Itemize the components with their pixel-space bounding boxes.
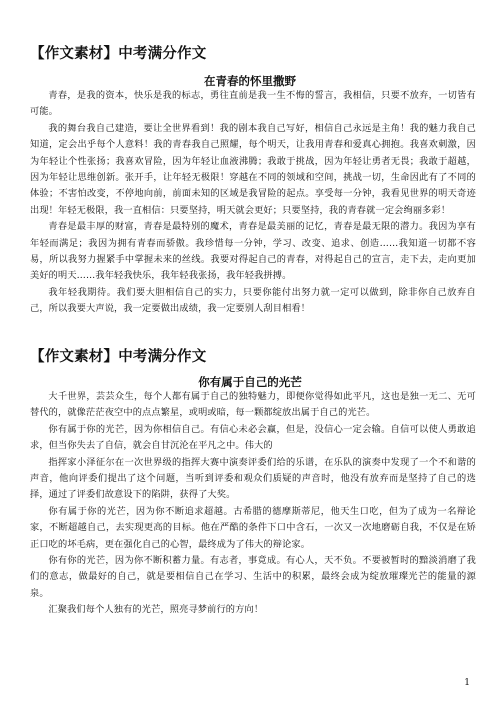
essay-body-1 [30,88,476,318]
paragraph: 大千世界，芸芸众生，每个人都有属于自己的独特魅力，即便你觉得如此平凡，这也是独一无二、无可替代的，就像茫茫夜空中的点点繁星，或明或暗，每一颗都绽放出属于自己的光芒。 [30,391,476,419]
paragraph: 青春，是我的资本，快乐是我的标志，勇往直前是我一生不悔的誓言，我相信，只要不放弃，一切皆有可能。 [30,90,476,118]
paragraph: 指挥家小泽征尔在一次世界级的指挥大赛中演奏评委们给的乐谱，在乐队的演奏中发现了一个不和谐的声音，他向评委们提出了这个问题，当听到评委和观众们质疑的声音时，他没有放弃而是坚持了自己的选择，通过了评委们故意设下的陷阱，获得了大奖。 [30,456,476,501]
paragraph: 汇聚我们每个人独有的光芒，照亮寻梦前行的方向！ [48,604,264,616]
paragraph: 你有你的光芒，因为你不断积蓄力量。有志者，事竟成。有心人，天不负。不要被暂时的黯淡消磨了我们的意志，做最好的自己，就是要相信自己在学习、生活中的积累，最终会成为绽放璀璨光芒的能量的源泉。 [30,555,476,599]
paragraph: 你有属于你的光芒，因为你不断追求超越。古希腊的德摩斯蒂尼，他天生口吃，但为了成为一名辩论家，不断超越自己，去实现更高的目标。他在严酷的条件下口中含石，一次又一次地磨砺自我，不仅是在矫正口吃的坏毛病，更在强化自己的心智，最终成为了伟大的辩论家。 [30,505,476,550]
paragraph: 青春是最丰厚的财富，青春是最特别的魔术，青春是最美丽的记忆，青春是最无限的潜力。我因为享有年轻而满足；我因为拥有青春而骄傲。我珍惜每一分钟，学习、改变、追求、创造……我知道一切都不容易，所以我努力握紧手中掌握未来的丝线。我要对得起自己的青春，对得起自己的宣言，走下去，走向更加美好的明天……我年轻我快乐，我年轻我张扬，我年轻我拼搏。 [30,221,476,282]
essay-body-2 [30,389,476,619]
paragraph: 我年轻我期待。我们要大胆相信自己的实力，只要你能付出努力就一定可以做到，除非你自己放弃自己，所以我要大声说，我一定要做出成绩，我一定要别人刮目相看！ [30,286,476,315]
paragraph: 你有属于你的光芒，因为你相信自己。有信心未必会赢，但是，没信心一定会输。自信可以使人勇敢追求，但当你失去了自信，就会自甘沉沦在平凡之中。伟大的 [30,423,476,452]
essay-title-1: 在青春的怀里撒野 [204,74,296,88]
paragraph: 我的舞台我自己建造，要让全世界看到！我的剧本我自己写好，相信自己永远是主角！我的魅力我自己知道，定会出乎每个人意料！我的青春我自己照耀，每个明天，让我用青春和爱真心拥抱。我喜欢刺激，因为年轻让个性张扬；我喜欢冒险，因为年轻让血液沸腾；我敢于挑战，因为年轻让勇者无畏；我敢于超越，因为年轻让思维创新。张开手，让年轻无极限！穿越在不同的领域和空间，挑战一切，生命因此有了不同的体验；不害怕改变，不停地向前，前面未知的区域是我冒险的起点。享受每一分钟，我看见世界的明天奇迹出现！年轻无极限，我一直相信：只要坚持，明天就会更好；只要坚持，我的青春就一定会绚丽多彩！ [30,122,476,216]
essay-title-2: 你有属于自己的光芒 [198,375,302,389]
section-heading-2: 【作文素材】中考满分作文 [30,349,207,365]
section-heading-1: 【作文素材】中考满分作文 [30,46,207,62]
page-number: 1 [464,678,470,688]
